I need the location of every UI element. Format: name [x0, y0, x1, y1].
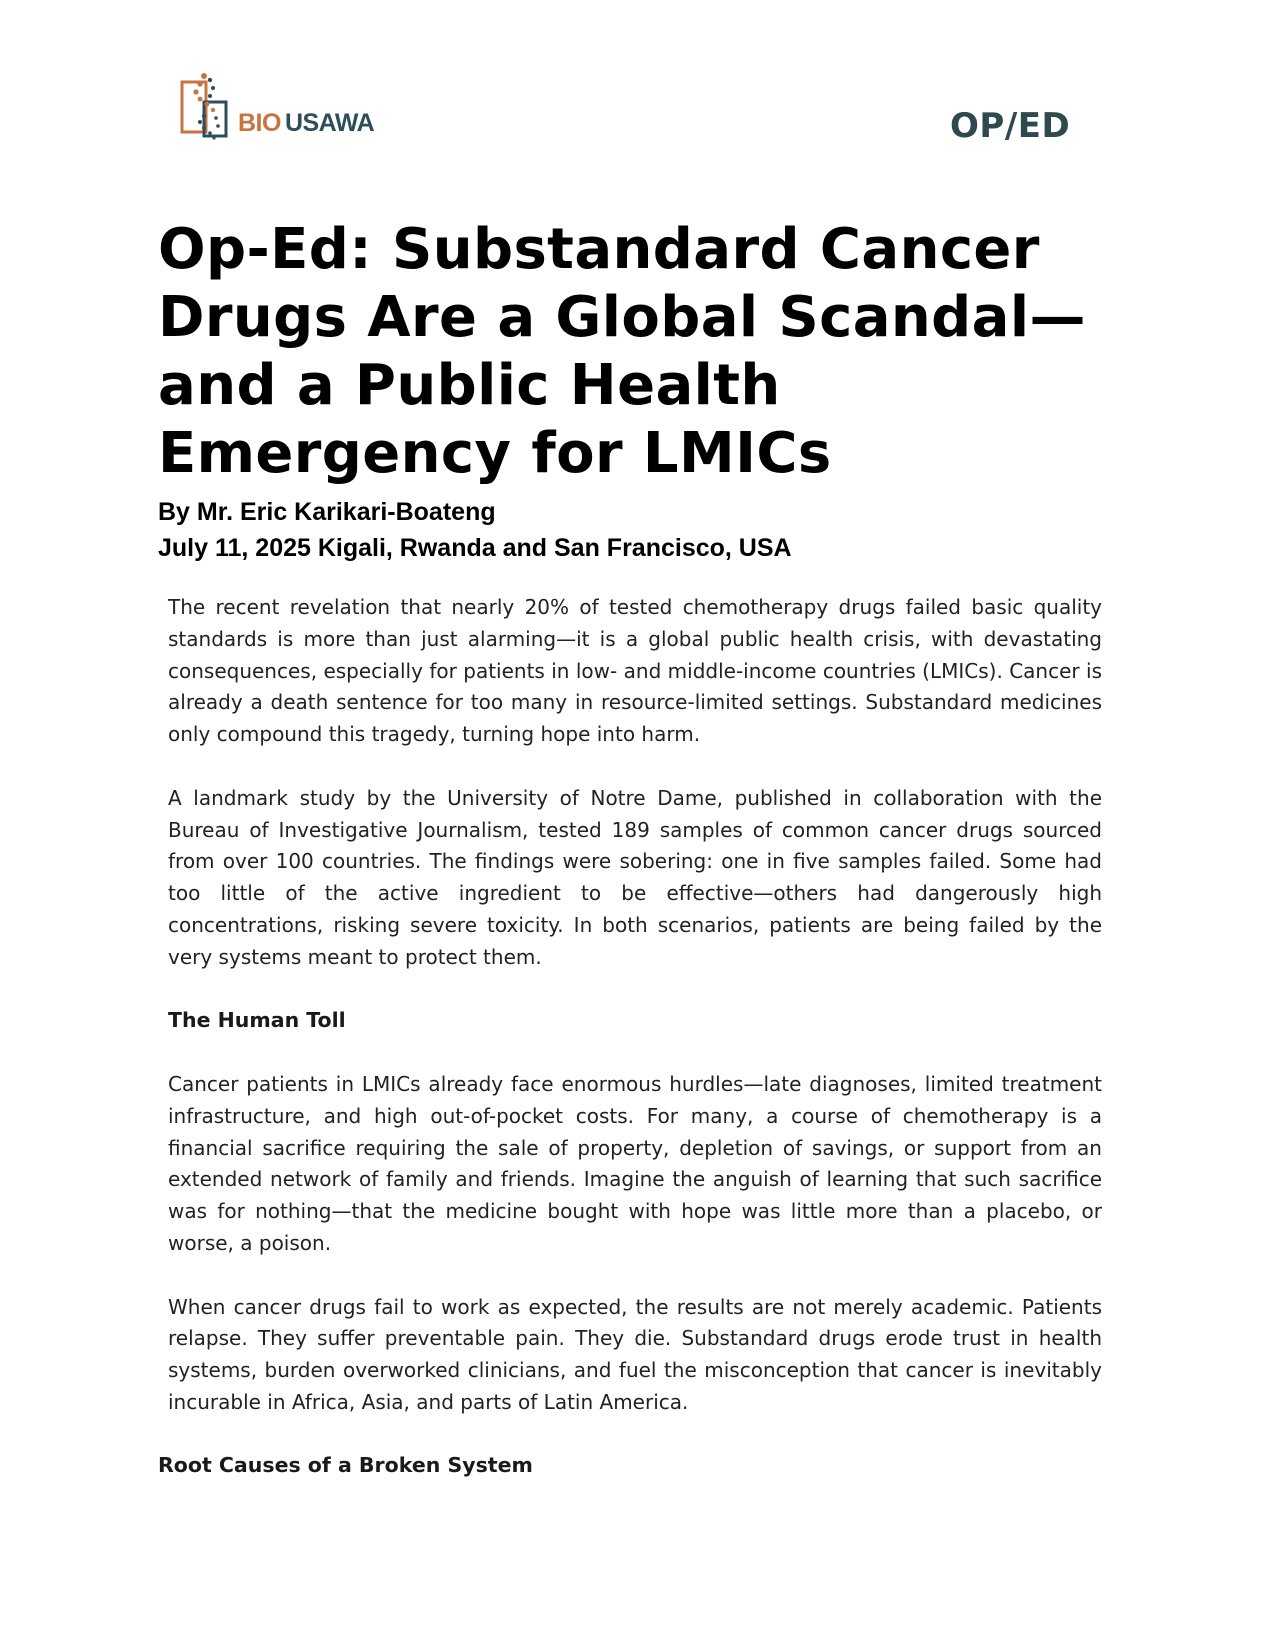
dateline: July 11, 2025 Kigali, Rwanda and San Francisco, USA	[158, 534, 792, 562]
bio-usawa-logo	[180, 72, 374, 144]
article-body	[168, 592, 1102, 1451]
byline-block	[158, 494, 792, 566]
article-title: Op-Ed: Substandard Cancer Drugs Are a Global Scandal—and a Public Health Emergency for LMICs	[158, 217, 1086, 486]
section-heading-human-toll: The Human Toll	[168, 1008, 346, 1033]
paragraph: A landmark study by the University of Notre Dame, published in collaboration with the Bureau of Investigative Journalism, tested 189 samples of common cancer drugs sourced from over 100 countries. The findings were sobering: one in five samples failed. Some had too little of the active ingredient to be effective—others had dangerously high concentrations, risking severe toxicity. In both scenarios, patients are being failed by the very systems meant to protect them.	[168, 785, 1102, 969]
logo-bio-text: BIO	[238, 109, 281, 137]
section-heading-root-causes: Root Causes of a Broken System	[158, 1453, 533, 1477]
paragraph: The recent revelation that nearly 20% of tested chemotherapy drugs failed basic quality standards is more than just alarming—it is a global public health crisis, with devastating consequences, especially for patients in low- and middle-income countries (LMICs). Cancer is already a death sentence for too many in resource-limited settings. Substandard medicines only compound this tragedy, turning hope into harm.	[168, 595, 1102, 747]
dna-helix-icon	[180, 72, 236, 144]
author-byline: By Mr. Eric Karikari-Boateng	[158, 498, 496, 526]
paragraph: When cancer drugs fail to work as expected, the results are not merely academic. Patients relapse. They suffer preventable pain. They die. Substandard drugs erode trust in health systems, burden overworked clinicians, and fuel the misconception that cancer is inevitably incurable in Africa, Asia, and parts of Latin America.	[168, 1294, 1102, 1414]
logo-wordmark	[238, 109, 374, 138]
paragraph: Cancer patients in LMICs already face enormous hurdles—late diagnoses, limited treatment infrastructure, and high out-of-pocket costs. For many, a course of chemotherapy is a financial sacrifice requiring the sale of property, depletion of savings, or support from an extended network of family and friends. Imagine the anguish of learning that such sacrifice was for nothing—that the medicine bought with hope was little more than a placebo, or worse, a poison.	[168, 1071, 1102, 1255]
section-label: OP/ED	[950, 106, 1071, 146]
logo-usawa-text: USAWA	[284, 109, 375, 137]
